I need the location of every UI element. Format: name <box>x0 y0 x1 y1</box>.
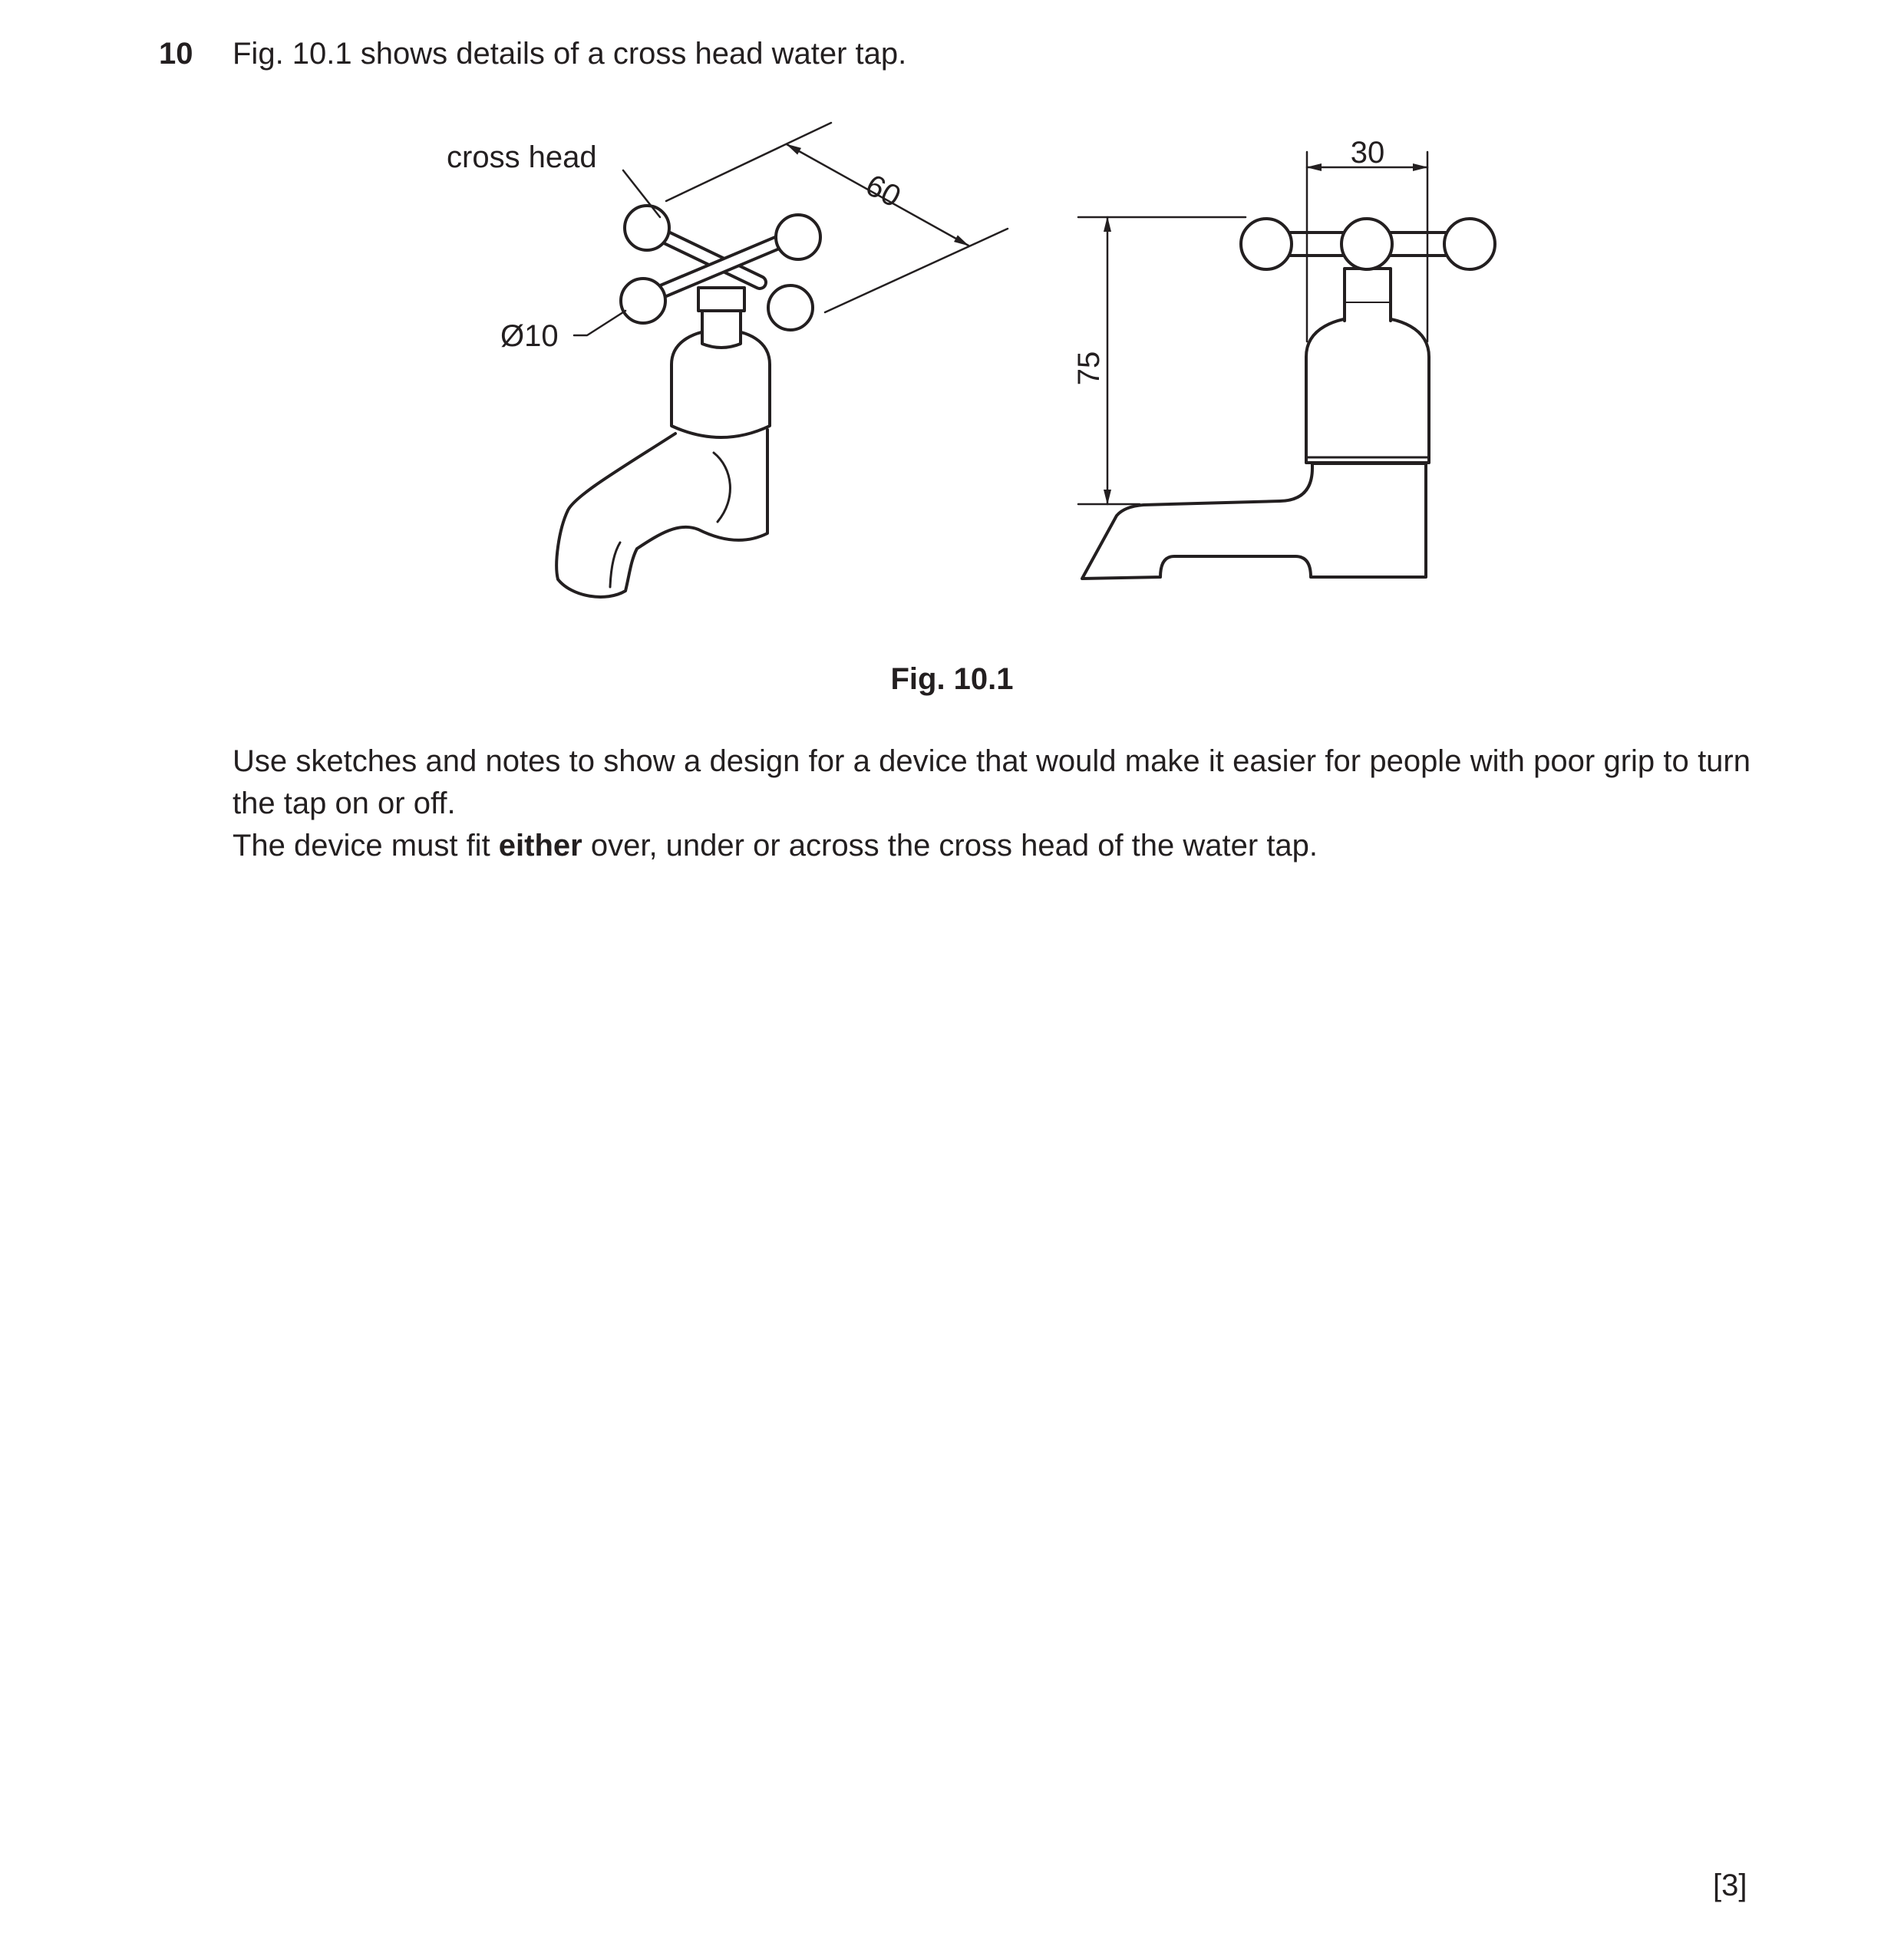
tap-isometric-view <box>556 123 1008 597</box>
dimension-75-label: 75 <box>1072 351 1106 386</box>
question-number: 10 <box>159 37 193 71</box>
tap-side-view <box>1078 152 1495 579</box>
diameter-label: Ø10 <box>500 319 559 353</box>
emphasis-either: either <box>498 829 582 863</box>
figure-caption: Fig. 10.1 <box>890 662 1014 696</box>
task-paragraph-2 <box>233 825 1751 867</box>
dimension-30-label: 30 <box>1350 136 1385 170</box>
tap-figure <box>0 0 1904 652</box>
question-intro: Fig. 10.1 shows details of a cross head water tap. <box>233 37 907 71</box>
task-paragraph-2-end: over, under or across the cross head of the water tap. <box>582 829 1318 863</box>
task-paragraph-1: Use sketches and notes to show a design for a device that would make it easier for people with poor grip to turn the tap on or off. <box>233 744 1751 820</box>
task-paragraph-2-start: The device must fit <box>233 829 499 863</box>
cross-head-label: cross head <box>447 140 597 174</box>
dimension-60-label: 60 <box>860 168 906 214</box>
marks-allocation: [3] <box>1713 1868 1747 1902</box>
